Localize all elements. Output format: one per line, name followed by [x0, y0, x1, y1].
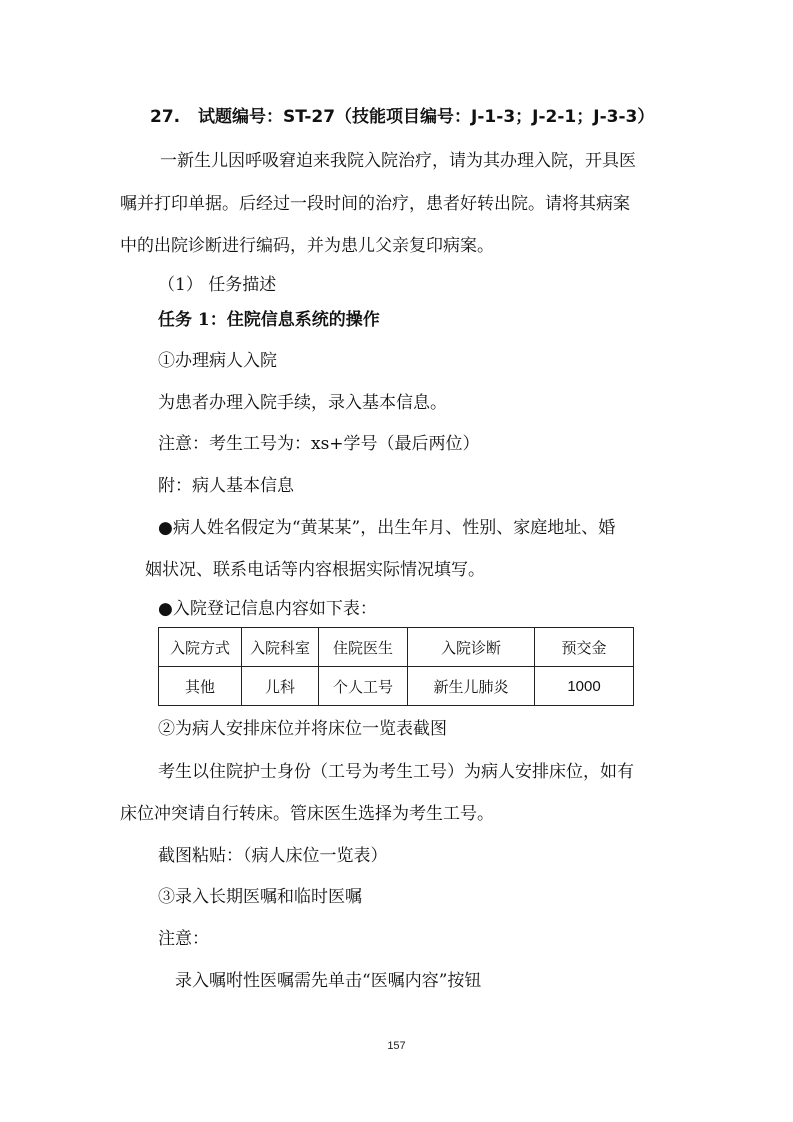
step3-note-label: 注意：: [158, 929, 209, 949]
step1-title: ①办理病人入院: [158, 351, 277, 371]
bullet-patient-name: ●病人姓名假定为“黄某某”，出生年月、性别、家庭地址、婚: [158, 518, 616, 538]
step3-note-text: 录入嘱咐性医嘱需先单击“医嘱内容”按钮: [175, 971, 482, 991]
bullet-patient-name-cont: 姻状况、联系电话等内容根据实际情况填写。: [145, 560, 485, 580]
table-cell: 其他: [159, 667, 242, 706]
table-row: [159, 667, 634, 706]
intro-line-3: 中的出院诊断进行编码，并为患儿父亲复印病案。: [120, 236, 494, 256]
admission-table: [158, 627, 634, 706]
step2-text-line-2: 床位冲突请自行转床。管床医生选择为考生工号。: [120, 804, 494, 824]
step2-title: ②为病人安排床位并将床位一览表截图: [158, 719, 447, 739]
question-title: 试题编号：ST-27（技能项目编号：J-1-3；J-2-1；J-3-3）: [198, 107, 655, 127]
table-cell: 新生儿肺炎: [408, 667, 535, 706]
table-cell: 1000: [535, 667, 634, 706]
question-heading: [150, 106, 654, 128]
step1-appendix: 附：病人基本信息: [158, 476, 294, 496]
step1-note: 注意：考生工号为：xs+学号（最后两位）: [158, 434, 480, 454]
section-heading: （1） 任务描述: [158, 275, 277, 295]
table-cell: 个人工号: [319, 667, 408, 706]
task1-title: 任务 1：住院信息系统的操作: [158, 310, 380, 330]
table-header-row: [159, 628, 634, 667]
table-header-cell: 入院科室: [242, 628, 319, 667]
table-cell: 儿科: [242, 667, 319, 706]
bullet-registration: ●入院登记信息内容如下表：: [158, 599, 377, 619]
table-header-cell: 入院方式: [159, 628, 242, 667]
step3-title: ③录入长期医嘱和临时医嘱: [158, 887, 362, 907]
step2-text-line-1: 考生以住院护士身份（工号为考生工号）为病人安排床位，如有: [158, 762, 634, 782]
page-number: 157: [387, 1040, 406, 1052]
intro-line-2: 嘱并打印单据。后经过一段时间的治疗，患者好转出院。请将其病案: [120, 194, 630, 214]
table-header-cell: 住院医生: [319, 628, 408, 667]
table-header-cell: 预交金: [535, 628, 634, 667]
intro-line-1: 一新生儿因呼吸窘迫来我院入院治疗，请为其办理入院，开具医: [160, 151, 636, 171]
step2-paste: 截图粘贴：（病人床位一览表）: [158, 846, 388, 866]
step1-text: 为患者办理入院手续，录入基本信息。: [158, 393, 447, 413]
question-number: 27.: [150, 107, 181, 127]
table-header-cell: 入院诊断: [408, 628, 535, 667]
